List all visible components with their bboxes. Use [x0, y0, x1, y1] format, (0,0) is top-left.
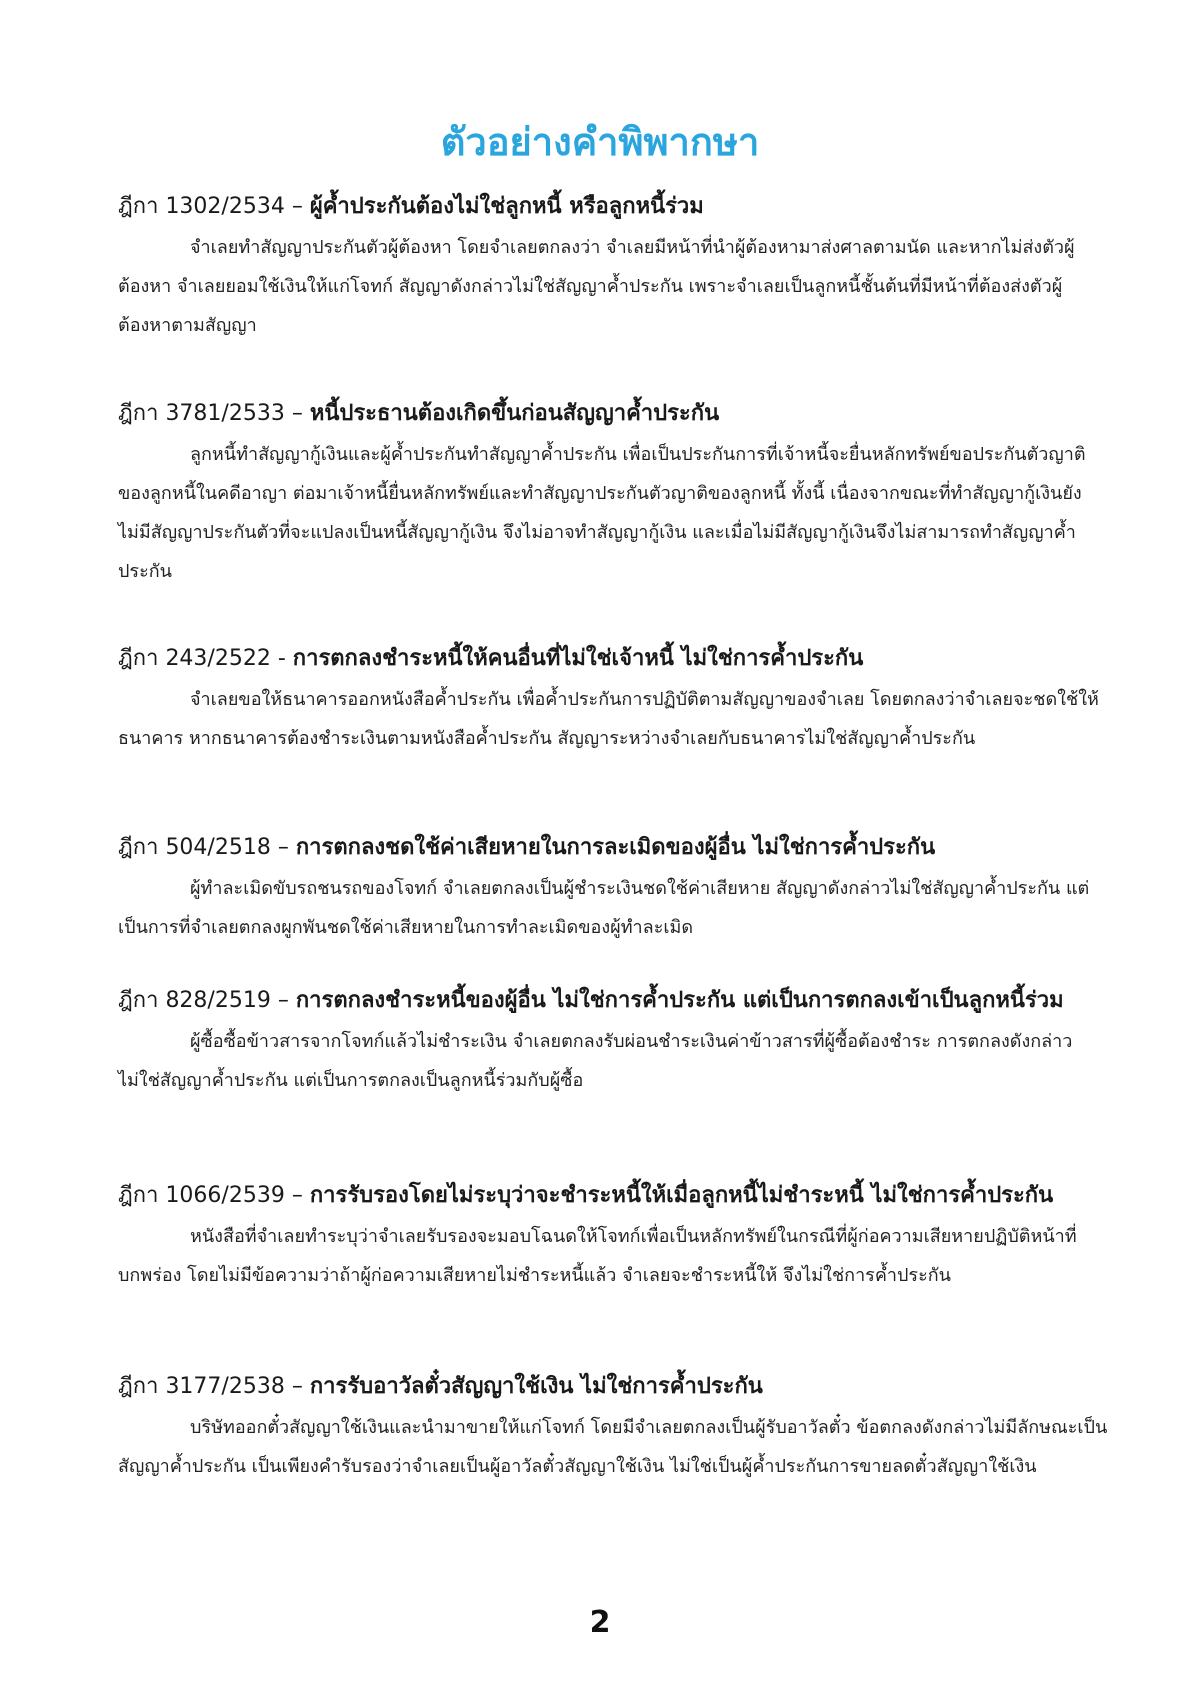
case-item	[118, 393, 1108, 591]
case-item	[118, 827, 1108, 947]
case-separator: –	[284, 1374, 310, 1399]
case-title	[118, 186, 1108, 228]
case-title	[118, 827, 1108, 869]
page-title: ตัวอย่างคำพิพากษา	[440, 120, 760, 164]
case-heading: การตกลงชำระหนี้ให้คนอื่นที่ไม่ใช่เจ้าหนี้ ไม่ใช่การค้ำประกัน	[292, 646, 864, 671]
case-item	[118, 1366, 1108, 1486]
case-heading: หนี้ประธานต้องเกิดขึ้นก่อนสัญญาค้ำประกัน	[309, 401, 720, 426]
case-number: ฎีกา 1302/2534	[118, 194, 285, 219]
case-title	[118, 1366, 1108, 1408]
case-heading: การรับอาวัลตั๋วสัญญาใช้เงิน ไม่ใช่การค้ำประกัน	[309, 1374, 763, 1399]
case-separator: –	[284, 194, 310, 219]
case-item	[118, 186, 1108, 345]
case-number: ฎีกา 3781/2533	[118, 401, 285, 426]
page-number: 2	[589, 1605, 611, 1640]
case-separator: -	[270, 646, 293, 671]
case-body: หนังสือที่จำเลยทำระบุว่าจำเลยรับรองจะมอบโฉนดให้โจทก์เพื่อเป็นหลักทรัพย์ในกรณีที่ผู้ก่อความเสียหายปฏิบัติหน้าที่บกพร่อง โดยไม่มีข้อความว่าถ้าผู้ก่อความเสียหายไม่ชำระหนี้แล้ว จำเลยจะชำระหนี้ให้ จึงไม่ใช่การค้ำประกัน	[118, 1226, 1077, 1286]
case-title	[118, 393, 1108, 435]
case-body: ลูกหนี้ทำสัญญากู้เงินและผู้ค้ำประกันทำสัญญาค้ำประกัน เพื่อเป็นประกันการที่เจ้าหนี้จะยื่นหลักทรัพย์ขอประกันตัวญาติของลูกหนี้ในคดีอาญา ต่อมาเจ้าหนี้ยื่นหลักทรัพย์และทำสัญญาประกันตัวญาติของลูกหนี้ ทั้งนี้ เนื่องจากขณะที่ทำสัญญากู้เงินยังไม่มีสัญญาประกันตัวที่จะแปลงเป็นหนี้สัญญากู้เงิน จึงไม่อาจทำสัญญากู้เงิน และเมื่อไม่มีสัญญากู้เงินจึงไม่สามารถทำสัญญาค้ำประกัน	[118, 444, 1086, 582]
case-heading: การรับรองโดยไม่ระบุว่าจะชำระหนี้ให้เมื่อลูกหนี้ไม่ชำระหนี้ ไม่ใช่การค้ำประกัน	[309, 1183, 1054, 1208]
case-title	[118, 980, 1108, 1022]
case-body: จำเลยขอให้ธนาคารออกหนังสือค้ำประกัน เพื่อค้ำประกันการปฏิบัติตามสัญญาของจำเลย โดยตกลงว่าจำเลยจะชดใช้ให้ธนาคาร หากธนาคารต้องชำระเงินตามหนังสือค้ำประกัน สัญญาระหว่างจำเลยกับธนาคารไม่ใช่สัญญาค้ำประกัน	[118, 689, 1099, 749]
case-heading: ผู้ค้ำประกันต้องไม่ใช่ลูกหนี้ หรือลูกหนี้ร่วม	[309, 194, 704, 219]
case-number: ฎีกา 504/2518	[118, 835, 271, 860]
case-body: บริษัทออกตั๋วสัญญาใช้เงินและนำมาขายให้แก่โจทก์ โดยมีจำเลยตกลงเป็นผู้รับอาวัลตั๋ว ข้อตกลงดังกล่าวไม่มีลักษณะเป็นสัญญาค้ำประกัน เป็นเพียงคำรับรองว่าจำเลยเป็นผู้อาวัลตั๋วสัญญาใช้เงิน ไม่ใช่เป็นผู้ค้ำประกันการขายลดตั๋วสัญญาใช้เงิน	[118, 1417, 1108, 1477]
case-heading: การตกลงชดใช้ค่าเสียหายในการละเมิดของผู้อื่น ไม่ใช่การค้ำประกัน	[295, 835, 936, 860]
case-item	[118, 638, 1108, 758]
case-separator: –	[284, 1183, 310, 1208]
case-number: ฎีกา 828/2519	[118, 988, 271, 1013]
case-body: ผู้ทำละเมิดขับรถชนรถของโจทก์ จำเลยตกลงเป็นผู้ชำระเงินชดใช้ค่าเสียหาย สัญญาดังกล่าวไม่ใช่สัญญาค้ำประกัน แต่เป็นการที่จำเลยตกลงผูกพันชดใช้ค่าเสียหายในการทำละเมิดของผู้ทำละเมิด	[118, 878, 1090, 938]
case-body: ผู้ซื้อซื้อข้าวสารจากโจทก์แล้วไม่ชำระเงิน จำเลยตกลงรับผ่อนชำระเงินค่าข้าวสารที่ผู้ซื้อต้องชำระ การตกลงดังกล่าวไม่ใช่สัญญาค้ำประกัน แต่เป็นการตกลงเป็นลูกหนี้ร่วมกับผู้ซื้อ	[118, 1031, 1073, 1091]
case-item	[118, 1175, 1108, 1295]
case-title	[118, 638, 1108, 680]
case-heading: การตกลงชำระหนี้ของผู้อื่น ไม่ใช่การค้ำประกัน แต่เป็นการตกลงเข้าเป็นลูกหนี้ร่วม	[295, 988, 1064, 1013]
case-number: ฎีกา 243/2522	[118, 646, 271, 671]
case-number: ฎีกา 3177/2538	[118, 1374, 285, 1399]
case-separator: –	[284, 401, 310, 426]
case-title	[118, 1175, 1108, 1217]
case-body: จำเลยทำสัญญาประกันตัวผู้ต้องหา โดยจำเลยตกลงว่า จำเลยมีหน้าที่นำผู้ต้องหามาส่งศาลตามนัด และหากไม่ส่งตัวผู้ต้องหา จำเลยยอมใช้เงินให้แก่โจทก์ สัญญาดังกล่าวไม่ใช่สัญญาค้ำประกัน เพราะจำเลยเป็นลูกหนี้ชั้นต้นที่มีหน้าที่ต้องส่งตัวผู้ต้องหาตามสัญญา	[118, 237, 1075, 336]
case-item	[118, 980, 1108, 1100]
case-separator: –	[270, 988, 296, 1013]
case-separator: –	[270, 835, 296, 860]
case-number: ฎีกา 1066/2539	[118, 1183, 285, 1208]
